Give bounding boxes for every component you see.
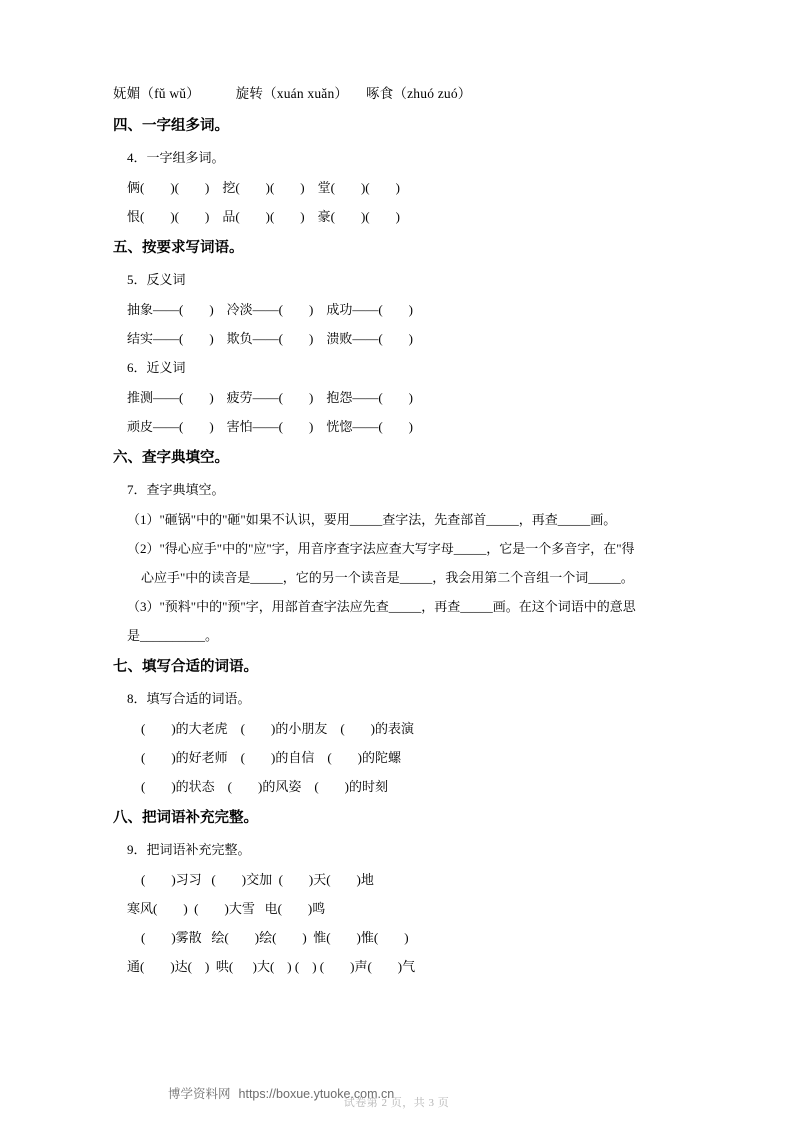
pinyin-exercise-row: 妩媚（fǔ wǔ） 旋转（xuán xuǎn） 啄食（zhuó zuó） [113,86,472,101]
question-7-item-3b[interactable]: 是__________。 [127,628,219,643]
question-7-item-1[interactable]: （1）"砸锅"中的"砸"如果不认识，要用_____查字法，先查部首_____，再查_____画。 [127,512,617,527]
question-5-subhead: 5．反义词 [127,272,186,287]
question-8-line-1[interactable]: ( )的大老虎 ( )的小朋友 ( )的表演 [141,721,414,736]
question-7-item-3a[interactable]: （3）"预料"中的"预"字，用部首查字法应先查_____，再查_____画。在这个词语中的意思 [127,599,636,614]
question-7-item-2a[interactable]: （2）"得心应手"中的"应"字，用音序查字法应查大写字母_____，它是一个多音字，在"得 [127,541,635,556]
section-heading-6: 六、查字典填空。 [113,450,229,466]
section-heading-7: 七、填写合适的词语。 [113,659,258,675]
question-6-line-2[interactable]: 顽皮——( ) 害怕——( ) 恍惚——( ) [127,419,413,434]
site-name: 博学资料网 [168,1087,231,1101]
section-heading-4: 四、一字组多词。 [113,118,229,134]
question-8-line-2[interactable]: ( )的好老师 ( )的自信 ( )的陀螺 [141,750,401,765]
question-8-subhead: 8．填写合适的词语。 [127,691,251,706]
worksheet-content [113,78,693,981]
question-9-subhead: 9．把词语补充完整。 [127,842,251,857]
section-heading-8: 八、把词语补充完整。 [113,810,258,826]
page-footer-label: 试卷第 2 页，共 3 页 [343,1097,450,1109]
question-8-line-3[interactable]: ( )的状态 ( )的风姿 ( )的时刻 [141,779,388,794]
question-4-subhead: 4．一字组多词。 [127,150,225,165]
question-5-line-2[interactable]: 结实——( ) 欺负——( ) 溃败——( ) [127,331,413,346]
section-heading-5: 五、按要求写词语。 [113,240,244,256]
question-9-line-1[interactable]: ( )习习 ( )交加 ( )天( )地 [141,872,374,887]
site-url: https://boxue.ytuoke.com.cn [238,1087,395,1101]
question-6-line-1[interactable]: 推测——( ) 疲劳——( ) 抱怨——( ) [127,390,413,405]
question-4-line-2[interactable]: 恨( )( ) 品( )( ) 豪( )( ) [127,209,400,224]
question-6-subhead: 6．近义词 [127,360,186,375]
question-4-line-1[interactable]: 俩( )( ) 挖( )( ) 堂( )( ) [127,180,400,195]
question-5-line-1[interactable]: 抽象——( ) 冷淡——( ) 成功——( ) [127,302,413,317]
question-7-item-2b[interactable]: 心应手"中的读音是_____，它的另一个读音是_____，我会用第二个音组一个词_____。 [141,570,634,585]
question-9-line-3[interactable]: ( )雾散 绘( )绘( ) 惟( )惟( ) [141,930,409,945]
question-9-line-4[interactable]: 通( )达( ) 哄( )大( ) ( ) ( )声( )气 [127,959,416,974]
question-7-subhead: 7．查字典填空。 [127,482,225,497]
question-9-line-2[interactable]: 寒风( ) ( )大雪 电( )鸣 [127,901,326,916]
